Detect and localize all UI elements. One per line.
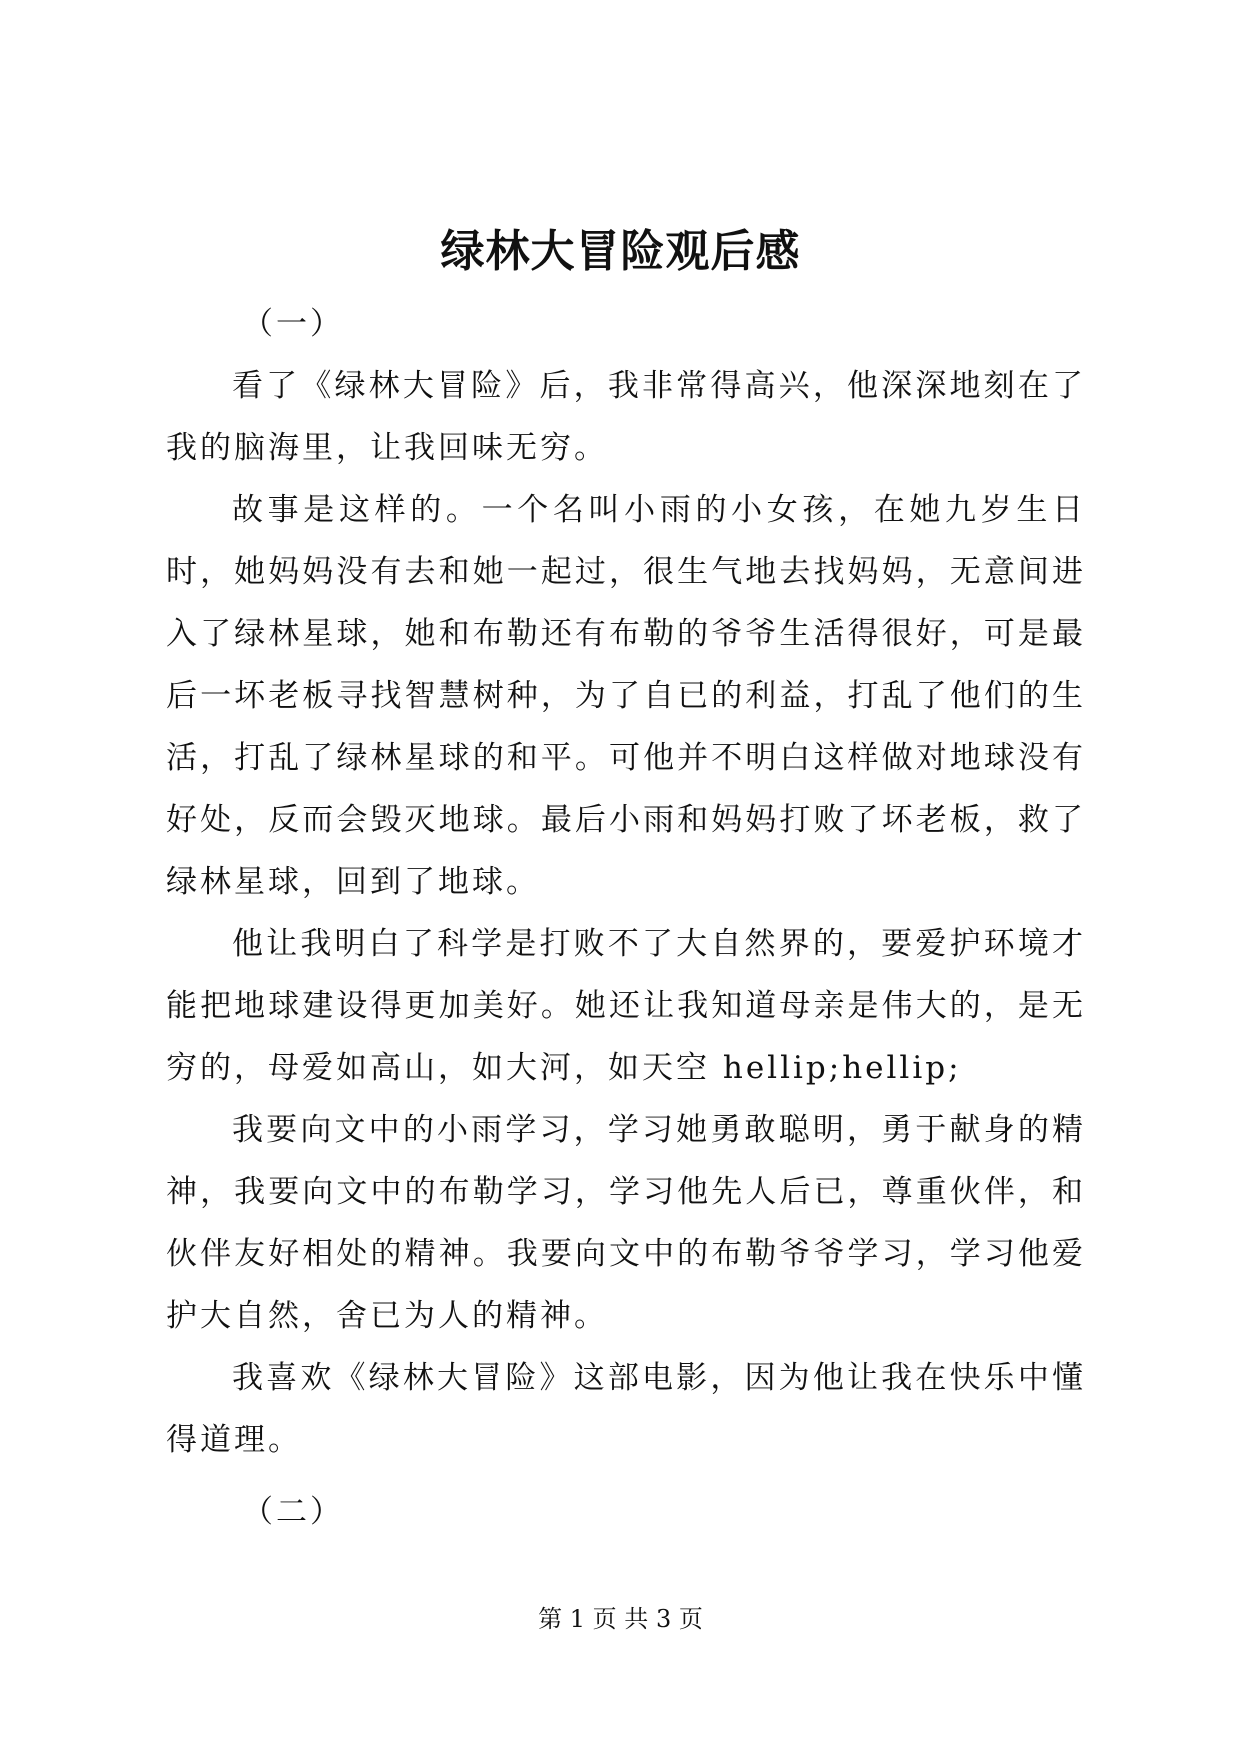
paragraph-4: 我要向文中的小雨学习，学习她勇敢聪明，勇于献身的精神，我要向文中的布勒学习，学习他先人后已，尊重伙伴，和伙伴友好相处的精神。我要向文中的布勒爷爷学习，学习他爱护大自然，舍已为人的精神。	[166, 1112, 1086, 1334]
document-title: 绿林大冒险观后感	[440, 226, 801, 277]
paragraph-1: 看了《绿林大冒险》后，我非常得高兴，他深深地刻在了我的脑海里，让我回味无穷。	[166, 368, 1086, 466]
paragraph-3: 他让我明白了科学是打败不了大自然界的，要爱护环境才能把地球建设得更加美好。她还让我知道母亲是伟大的，是无穷的，母爱如高山，如大河，如天空 hellip;hellip;	[166, 926, 1086, 1086]
paragraph-5: 我喜欢《绿林大冒险》这部电影，因为他让我在快乐中懂得道理。	[166, 1360, 1086, 1458]
paragraph-2: 故事是这样的。一个名叫小雨的小女孩，在她九岁生日时，她妈妈没有去和她一起过，很生气地去找妈妈，无意间进入了绿林星球，她和布勒还有布勒的爷爷生活得很好，可是最后一坏老板寻找智慧树种，为了自已的利益，打乱了他们的生活，打乱了绿林星球的和平。可他并不明白这样做对地球没有好处，反而会毁灭地球。最后小雨和妈妈打败了坏老板，救了绿林星球，回到了地球。	[166, 492, 1086, 900]
document-body	[166, 293, 1086, 1543]
page-footer: 第 1 页 共 3 页	[538, 1605, 703, 1633]
section-heading-1: （一）	[242, 306, 344, 342]
section-heading-2: （二）	[242, 1494, 344, 1530]
